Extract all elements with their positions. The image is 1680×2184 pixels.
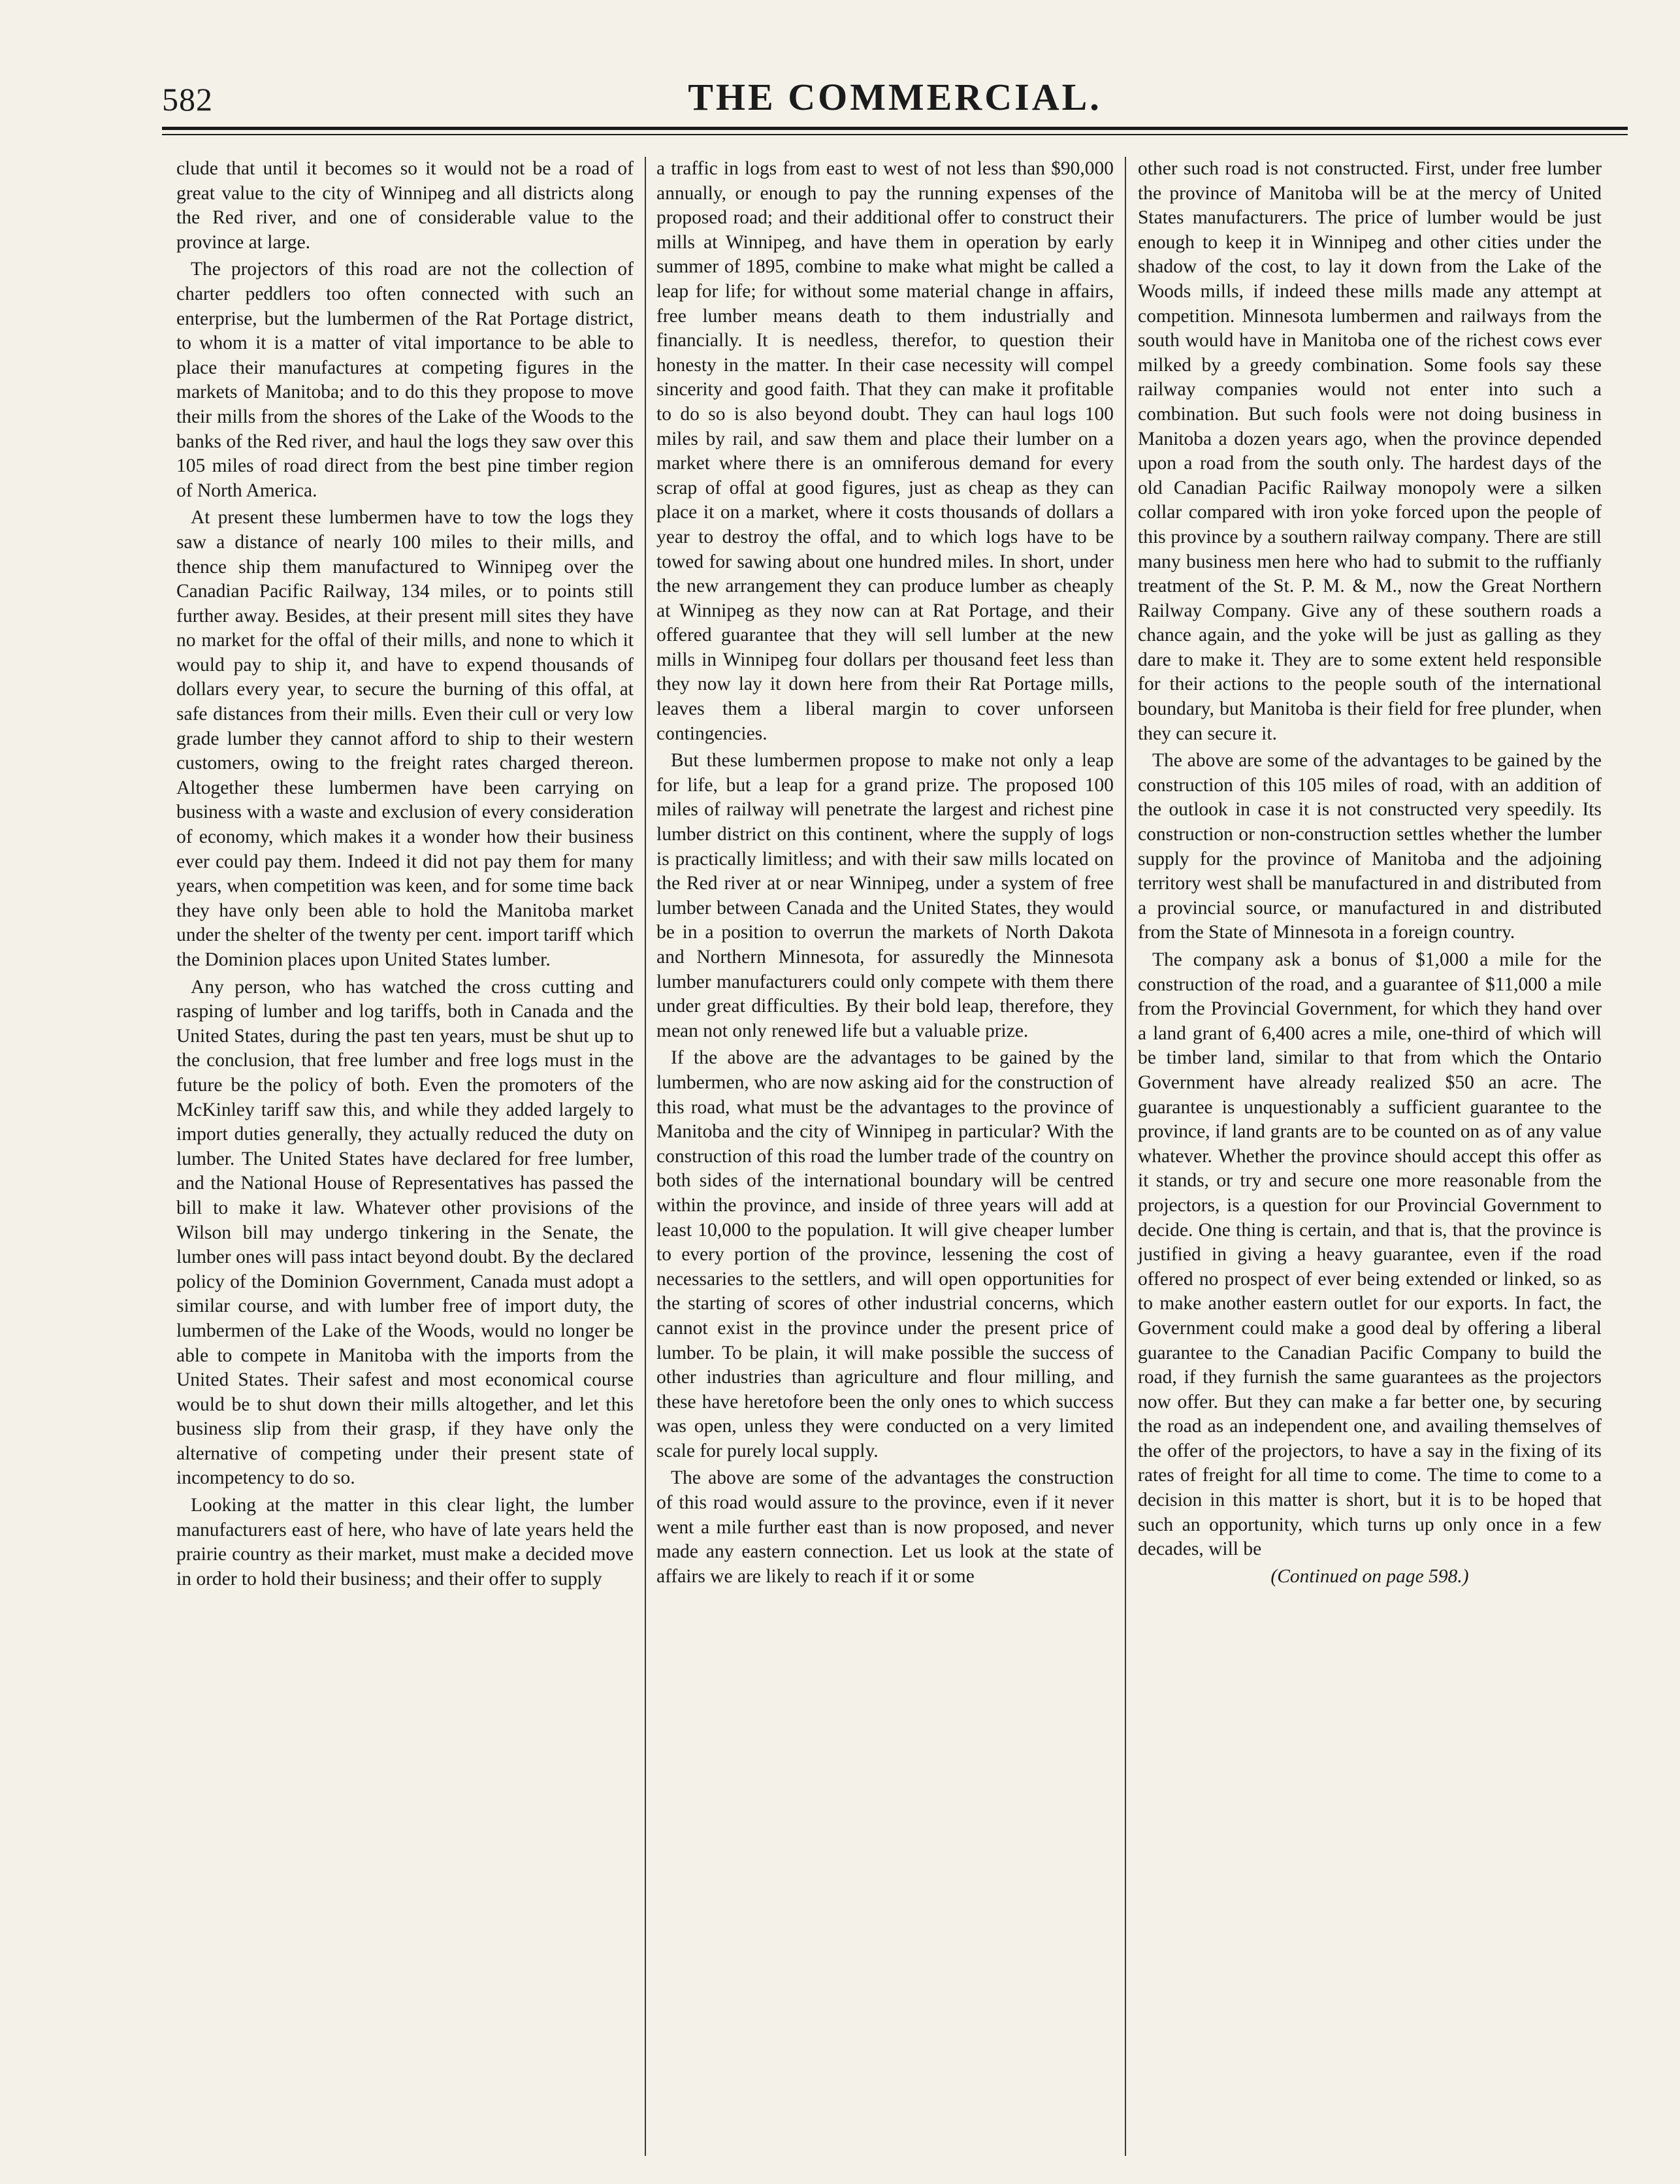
paragraph: But these lumbermen propose to make not only a leap for life, but a leap for a grand prize. The proposed 100 miles of railway will penetrate the largest and richest pine lumber district on this continent, where the supply of logs is practically limitless; and with their saw mills located on the Red river at or near Winnipeg, under a system of free lumber between Canada and the United States, they would be in a position to overrun the markets of North Dakota and Northern Minnesota, for assuredly the Minnesota lumber manufacturers could only compete with them there under great difficulties. By their bold leap, therefore, they mean not only renewed life but a valuable prize.	[656, 750, 1114, 1041]
paragraph: other such road is not constructed. First, under free lumber the province of Manitoba will be at the mercy of United States manufacturers. The price of lumber would be just enough to keep it in Winnipeg and other cities under the shadow of the cost, to lay it down from the Lake of the Woods mills, if indeed these mills made any attempt at competition. Minnesota lumbermen and railways from the south would have in Manitoba one of the richest cows ever milked by a greedy combination. Some fools say these railway companies would not enter into such a combination. But such fools were not doing business in Manitoba a dozen years ago, when the province depended upon a road from the south only. The hardest days of the old Canadian Pacific Railway monopoly were a silken collar compared with iron yoke forced upon the people of this province by a southern railway company. There are still many business men here who had to submit to the ruffianly treatment of the St. P. M. & M., now the Great Northern Railway Company. Give any of these southern roads a chance again, and the yoke will be just as galling as they dare to make it. They are to some extent held responsible for their actions to the people south of the international boundary, but Manitoba is their field for free plunder, when they can secure it.	[1138, 158, 1602, 744]
column-divider	[1125, 157, 1126, 2156]
paragraph: Looking at the matter in this clear light, the lumber manufacturers east of here, who have of late years held the prairie country as their market, must make a decided move in order to hold their business; and their offer to supply	[176, 1495, 634, 1589]
article-column-2	[656, 157, 1114, 1591]
paragraph: The company ask a bonus of $1,000 a mile for the construction of the road, and a guarantee of $11,000 a mile from the Provincial Government, for which they hand over a land grant of 6,400 acres a mile, one-third of which will be timber land, similar to that from which the Ontario Government have already realized $50 an acre. The guarantee is unquestionably a sufficient guarantee to the province, if land grants are to be counted on as of any value whatever. Whether the province should accept this offer as it stands, or try and secure one more reasonable from the projectors, is a question for our Provincial Government to decide. One thing is certain, and that is, that the province is justified in giving a heavy guarantee, even if the road offered no prospect of ever being extended or linked, so as to make another eastern outlet for our exports. In fact, the Government could make a good deal by offering a liberal guarantee to the Canadian Pacific Company to build the road, if they furnish the same guarantees as the projectors now offer. But they can make a far better one, by securing the road as an independent one, and availing themselves of the offer of the projectors, to have a say in the fixing of its rates of freight for all time to come. The time to come to a decision in this matter is short, but it is to be hoped that such an opportunity, which turns up only once in a few decades, will be	[1138, 949, 1602, 1560]
paragraph: Any person, who has watched the cross cutting and rasping of lumber and log tariffs, both in Canada and the United States, during the past ten years, must be shut up to the conclusion, that free lumber and free logs must in the future be the policy of both. Even the promoters of the McKinley tariff saw this, and while they added largely to import duties generally, they actually reduced the duty on lumber. The United States have declared for free lumber, and the National House of Representatives has passed the bill to make it law. Whatever other provisions of the Wilson bill may undergo tinkering in the Senate, the lumber ones will pass intact beyond doubt. By the declared policy of the Dominion Government, Canada must adopt a similar course, and with lumber free of import duty, the lumbermen of the Lake of the Woods, would no longer be able to compete in Manitoba with the imports from the United States. Their safest and most economical course would be to shut down their mills altogether, and let this business slip from their grasp, if they have only the alternative of competing under their present state of incompetency to do so.	[176, 976, 634, 1489]
continued-notice: (Continued on page 598.)	[1270, 1565, 1469, 1587]
paragraph: clude that until it becomes so it would not be a road of great value to the city of Winnipeg and all districts along the Red river, and one of considerable value to the province at large.	[176, 158, 634, 253]
paragraph: The projectors of this road are not the collection of charter peddlers too often connected with such an enterprise, but the lumbermen of the Rat Portage district, to whom it is a matter of vital importance to be able to place their manufactures at competing figures in the markets of Manitoba; and to do this they propose to move their mills from the shores of the Lake of the Woods to the banks of the Red river, and haul the logs they saw over this 105 miles of road direct from the best pine timber region of North America.	[176, 259, 634, 501]
header-rule-thin	[162, 134, 1628, 135]
header-rule	[162, 127, 1628, 130]
paragraph: The above are some of the advantages the construction of this road would assure to the province, even if it never went a mile further east than is now proposed, and never made any eastern connection. Let us look at the state of affairs we are likely to reach if it or some	[656, 1467, 1114, 1587]
paragraph: At present these lumbermen have to tow the logs they saw a distance of nearly 100 miles to their mills, and thence ship them manufactured to Winnipeg over the Canadian Pacific Railway, 134 miles, or to points still further away. Besides, at their present mill sites they have no market for the offal of their mills, and none to which it would pay to ship it, and have to expend thousands of dollars every year, to secure the burning of this offal, at safe distances from their mills. Even their cull or very low grade lumber they cannot afford to ship to their western customers, owing to the freight rates charged thereon. Altogether these lumbermen have been carrying on business with a waste and exclusion of every consideration of economy, which makes it a wonder how their business ever could pay them. Indeed it did not pay them for many years, when competition was keen, and for some time back they have only been able to hold the Manitoba market under the shelter of the twenty per cent. import tariff which the Dominion places upon United States lumber.	[176, 507, 634, 970]
article-column-3	[1138, 157, 1602, 1589]
article-column-1	[176, 157, 634, 1594]
page-number: 582	[162, 81, 213, 118]
page-header	[162, 75, 1628, 127]
paragraph: a traffic in logs from east to west of not less than $90,000 annually, or enough to pay the running expenses of the proposed road; and their additional offer to construct their mills at Winnipeg, and have them in operation by early summer of 1895, combine to make what might be called a leap for life; for without some material change in affairs, free lumber means death to them industrially and financially. It is needless, therefor, to question their honesty in the matter. In their case necessity will compel sincerity and good faith. That they can make it profitable to do so is also beyond doubt. They can haul logs 100 miles by rail, and saw them and place their lumber on a market where there is an omniferous demand for every scrap of offal at good figures, just as cheap as they can place it on a market, where it costs thousands of dollars a year to destroy the offal, and to which logs have to be towed for sawing about one hundred miles. In short, under the new arrangement they can produce lumber as cheaply at Winnipeg as they now can at Rat Portage, and their offered guarantee that they will sell lumber at the new mills in Winnipeg four dollars per thousand feet less than they now lay it down here from their Rat Portage mills, leaves them a liberal margin to cover unforseen contingencies.	[656, 158, 1114, 744]
column-divider	[645, 157, 646, 2156]
paragraph: If the above are the advantages to be gained by the lumbermen, who are now asking aid for the construction of this road, what must be the advantages to the province of Manitoba and the city of Winnipeg in particular? With the construction of this road the lumber trade of the country on both sides of the international boundary will be centred within the province, and inside of three years will add at least 10,000 to the population. It will give cheaper lumber to every portion of the province, lessening the cost of necessaries to the settlers, and will open opportunities for the starting of scores of other industrial concerns, which cannot exist in the province under the present price of lumber. To be plain, it will make possible the success of other industries than agriculture and flour milling, and these have heretofore been the only ones to which success was open, unless they were conducted on a very limited scale for purely local supply.	[656, 1047, 1114, 1461]
masthead-title: THE COMMERCIAL.	[688, 76, 1102, 118]
paragraph: The above are some of the advantages to be gained by the construction of this 105 miles of road, with an addition of the outlook in case it is not constructed very speedily. Its construction or non-construction settles whether the lumber supply for the province of Manitoba and the adjoining territory west shall be manufactured in and distributed from a provincial source, or manufactured in and distributed from the State of Minnesota in a foreign country.	[1138, 750, 1602, 943]
